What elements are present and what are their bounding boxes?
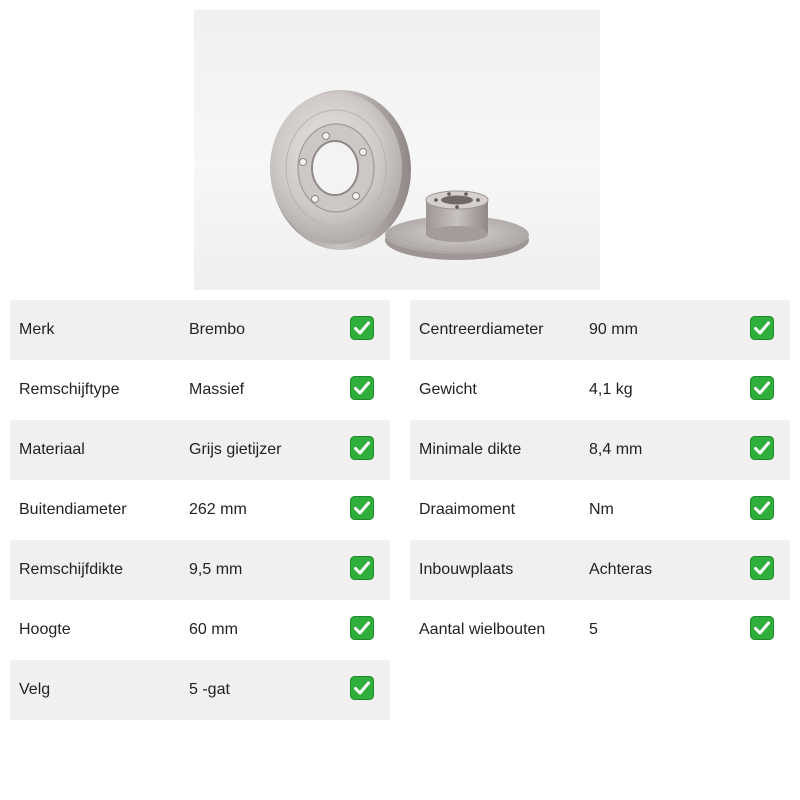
check-icon [350, 616, 374, 640]
spec-label: Aantal wielbouten [419, 621, 546, 638]
spec-row [10, 300, 390, 360]
check-icon [750, 496, 774, 520]
spec-row [410, 360, 790, 420]
spec-label: Draaimoment [419, 501, 516, 518]
spec-label: Gewicht [419, 381, 477, 398]
spec-value: Brembo [189, 321, 246, 338]
check-icon [750, 316, 774, 340]
spec-row [410, 540, 790, 600]
check-icon [750, 556, 774, 580]
spec-value: 60 mm [189, 621, 238, 638]
spec-row [10, 660, 390, 720]
check-icon [350, 676, 374, 700]
brake-disc-icon [194, 10, 600, 290]
spec-row [410, 300, 790, 360]
spec-row [410, 420, 790, 480]
check-icon [750, 436, 774, 460]
spec-value: 5 -gat [189, 681, 230, 698]
spec-value: Nm [589, 501, 614, 518]
spec-value: 8,4 mm [589, 441, 643, 458]
check-icon [350, 436, 374, 460]
spec-value: 5 [589, 621, 598, 638]
spec-table-right [410, 300, 790, 660]
spec-value: 9,5 mm [189, 561, 243, 578]
spec-row [10, 360, 390, 420]
spec-value: Grijs gietijzer [189, 441, 282, 458]
spec-table-left [10, 300, 390, 720]
spec-value: 90 mm [589, 321, 638, 338]
spec-label: Minimale dikte [419, 441, 522, 458]
spec-row [10, 420, 390, 480]
spec-label: Buitendiameter [19, 501, 127, 518]
spec-label: Hoogte [19, 621, 71, 638]
check-icon [750, 376, 774, 400]
spec-label: Centreerdiameter [419, 321, 544, 338]
check-icon [350, 376, 374, 400]
spec-row [10, 480, 390, 540]
product-image [194, 10, 600, 290]
spec-row [410, 600, 790, 660]
spec-value: Massief [189, 381, 245, 398]
spec-value: Achteras [589, 561, 653, 578]
spec-label: Remschijfdikte [19, 561, 124, 578]
spec-label: Merk [19, 321, 55, 338]
spec-label: Remschijftype [19, 381, 120, 398]
check-icon [750, 616, 774, 640]
spec-row [10, 600, 390, 660]
spec-value: 262 mm [189, 501, 247, 518]
spec-label: Inbouwplaats [419, 561, 514, 578]
spec-label: Materiaal [19, 441, 85, 458]
check-icon [350, 496, 374, 520]
spec-label: Velg [19, 681, 51, 698]
spec-row [410, 480, 790, 540]
check-icon [350, 316, 374, 340]
check-icon [350, 556, 374, 580]
spec-value: 4,1 kg [589, 381, 633, 398]
spec-row [10, 540, 390, 600]
